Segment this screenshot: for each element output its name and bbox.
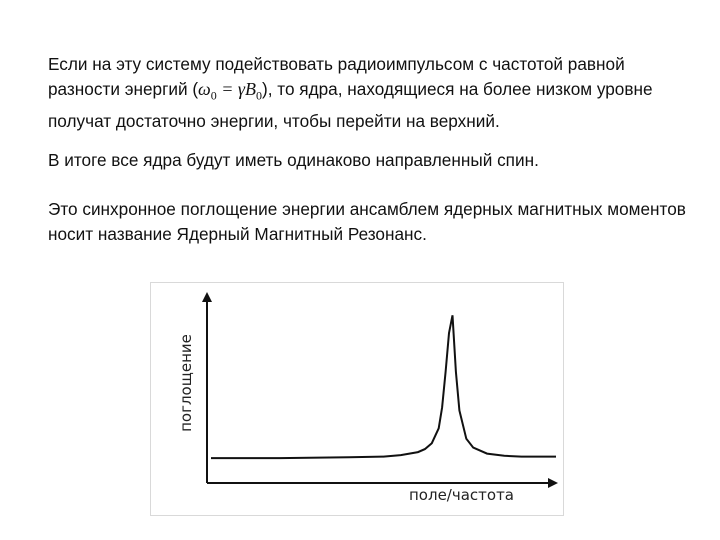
y-axis-label: поглощение — [177, 334, 195, 432]
x-axis-label: поле/частота — [409, 486, 514, 504]
formula-equals-gamma-b: = γB — [216, 79, 256, 99]
formula-b-subscript: 0 — [256, 88, 262, 103]
paragraph1-after: ), то ядра, находящиеся на более низком уровне получат достаточно энергии, чтобы перейти на верхний. — [48, 79, 653, 131]
formula — [198, 79, 262, 103]
paragraph-nmr-definition: Это синхронное поглощение энергии ансамблем ядерных магнитных моментов носит название Ядерный Магнитный Резонанс. — [48, 199, 686, 244]
formula-omega-subscript: 0 — [210, 88, 217, 103]
absorption-chart — [151, 283, 563, 515]
formula-omega: ω — [198, 79, 211, 99]
nmr-absorption-figure — [150, 282, 564, 516]
paragraph1-before: Если на эту систему подействовать радиоимпульсом с частотой равной разности энергий ( — [48, 54, 625, 99]
paragraph-spin-direction: В итоге все ядра будут иметь одинаково направленный спин. — [48, 150, 539, 170]
paragraph-resonance-condition — [48, 52, 688, 134]
absorption-curve — [211, 315, 556, 458]
